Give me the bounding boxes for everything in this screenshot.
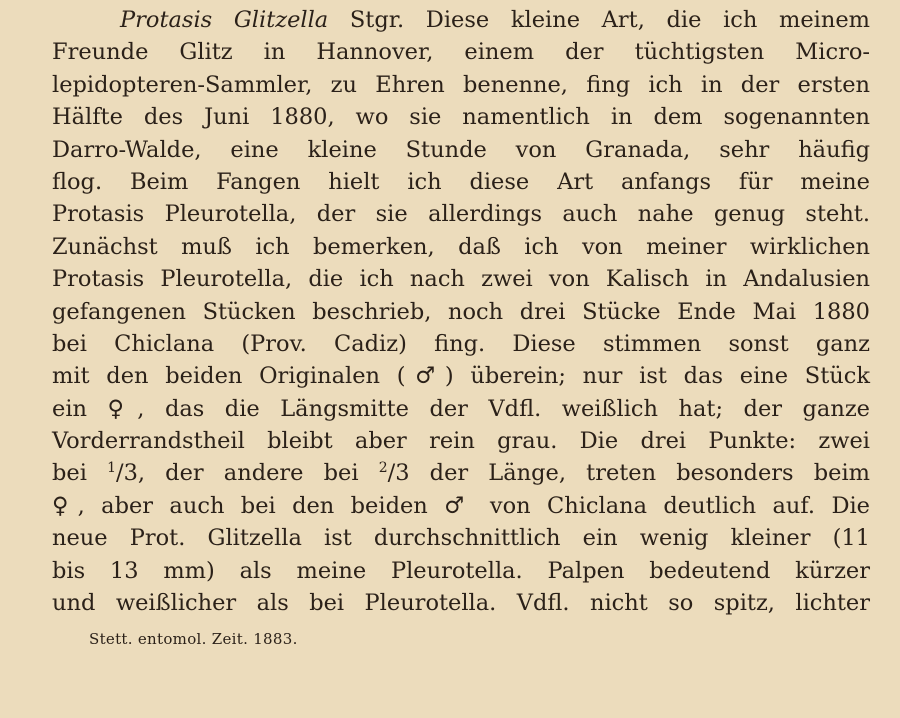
fraction-numerator: 1 [107,460,116,477]
text-line: Vorderrandstheil bleibt aber rein grau. Die drei Punkte: zwei [52,428,870,455]
text-line: Freunde Glitz in Hannover, einem der tüchtigsten Micro- [52,39,870,66]
body-paragraph [52,4,870,619]
text-line: bei Chiclana (Prov. Cadiz) fing. Diese stimmen sonst ganz [52,330,870,357]
page-footer: Stett. entomol. Zeit. 1883. [89,630,298,648]
text-line: und weißlicher als bei Pleurotella. Vdfl. nicht so spitz, lichter [52,590,870,617]
text-line: Protasis Glitzella Stgr. Diese kleine Art, die ich meinem [120,7,870,33]
text-line: mit den beiden Originalen (♂) überein; nur ist das eine Stück [52,363,870,390]
text-line: lepidopteren-Sammler, zu Ehren benenne, fing ich in der ersten [52,71,870,98]
text-line: Protasis Pleurotella, der sie allerdings auch nahe genug steht. [52,201,870,228]
text-line: neue Prot. Glitzella ist durchschnittlich ein wenig kleiner (11 [52,525,870,552]
text-line: Hälfte des Juni 1880, wo sie namentlich in dem sogenannten [52,104,870,131]
text-line: ein ♀, das die Längsmitte der Vdfl. weißlich hat; der ganze [52,395,870,422]
text-line: Darro-Walde, eine kleine Stunde von Granada, sehr häufig [52,136,870,163]
fraction-numerator: 2 [378,460,388,477]
species-name: Protasis Glitzella [120,7,329,33]
text-line: bei $^1$/3, der andere bei $^2$/3 der Länge, treten besonders beim [52,460,870,487]
text-line: ♀, aber auch bei den beiden ♂ von Chiclana deutlich auf. Die [52,492,870,519]
text-line: Protasis Pleurotella, die ich nach zwei von Kalisch in Andalusien [52,266,870,293]
text-line: flog. Beim Fangen hielt ich diese Art anfangs für meine [52,168,870,195]
text-line: bis 13 mm) als meine Pleurotella. Palpen bedeutend kürzer [52,557,870,584]
text-line: gefangenen Stücken beschrieb, noch drei Stücke Ende Mai 1880 [52,298,870,325]
text-line: Zunächst muß ich bemerken, daß ich von meiner wirklichen [52,233,870,260]
